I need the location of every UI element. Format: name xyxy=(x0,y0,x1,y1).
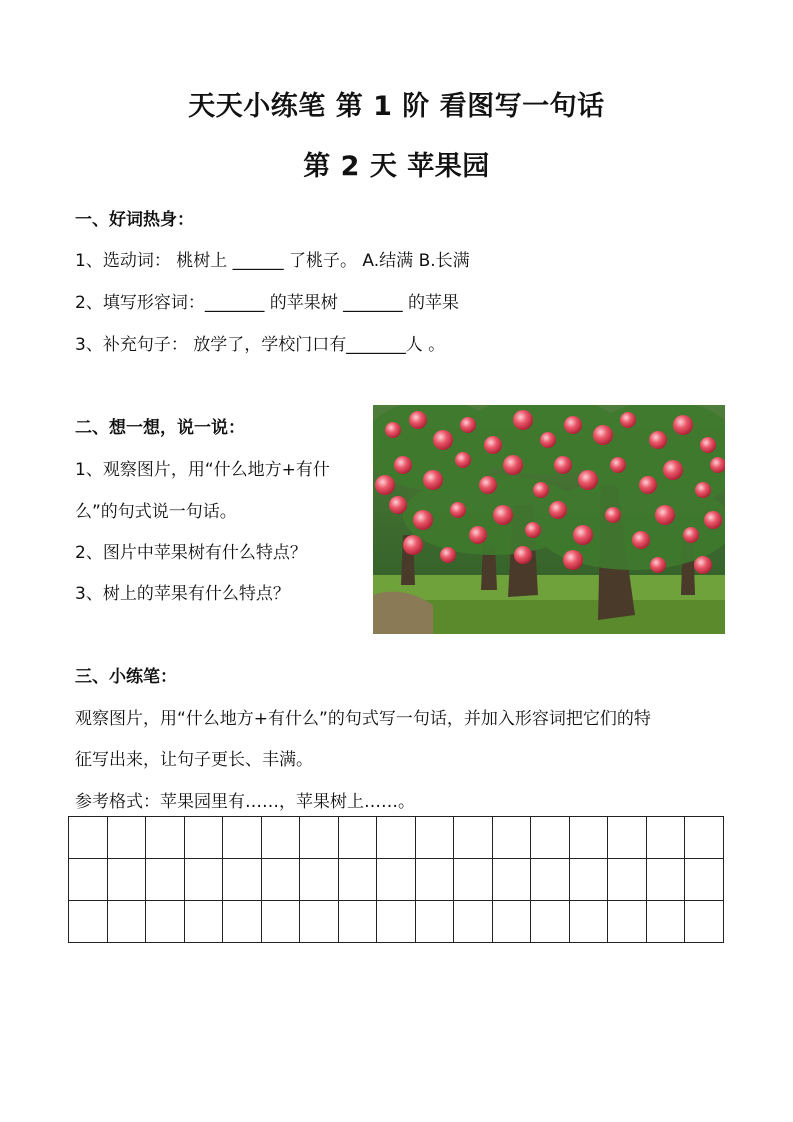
grid-cell[interactable] xyxy=(185,859,224,901)
grid-cell[interactable] xyxy=(570,859,609,901)
grid-cell[interactable] xyxy=(69,901,108,943)
grid-cell[interactable] xyxy=(223,817,262,859)
grid-cell[interactable] xyxy=(416,901,455,943)
section2-heading: 二、想一想，说一说： xyxy=(75,418,245,438)
grid-cell[interactable] xyxy=(377,817,416,859)
page-title: 天天小练笔 第 1 阶 看图写一句话 xyxy=(188,91,605,122)
grid-cell[interactable] xyxy=(262,901,301,943)
grid-cell[interactable] xyxy=(223,859,262,901)
grid-cell[interactable] xyxy=(146,859,185,901)
writing-grid xyxy=(68,816,724,943)
grid-cell[interactable] xyxy=(185,901,224,943)
section2-item-1b: 么”的句式说一句话。 xyxy=(75,502,237,522)
grid-cell[interactable] xyxy=(339,859,378,901)
section1-item-3: 3、补充句子： 放学了，学校门口有_______人 。 xyxy=(75,335,446,355)
grid-cell[interactable] xyxy=(69,817,108,859)
section3-line-1: 观察图片，用“什么地方+有什么”的句式写一句话，并加入形容词把它们的特 xyxy=(75,709,651,729)
grid-cell[interactable] xyxy=(300,817,339,859)
section2-item-3: 3、树上的苹果有什么特点？ xyxy=(75,584,290,604)
grid-cell[interactable] xyxy=(416,859,455,901)
grid-cell[interactable] xyxy=(493,901,532,943)
grid-cell[interactable] xyxy=(454,859,493,901)
grid-cell[interactable] xyxy=(493,859,532,901)
section1-item-1: 1、选动词： 桃树上 ______ 了桃子。 A.结满 B.长满 xyxy=(75,251,470,271)
grid-cell[interactable] xyxy=(493,817,532,859)
grid-cell[interactable] xyxy=(454,901,493,943)
grid-cell[interactable] xyxy=(108,817,147,859)
grid-cell[interactable] xyxy=(647,817,686,859)
grid-cell[interactable] xyxy=(185,817,224,859)
grid-cell[interactable] xyxy=(339,817,378,859)
grid-cell[interactable] xyxy=(608,901,647,943)
grid-cell[interactable] xyxy=(339,901,378,943)
grid-cell[interactable] xyxy=(531,901,570,943)
grid-cell[interactable] xyxy=(108,859,147,901)
grid-cell[interactable] xyxy=(300,901,339,943)
grid-cell[interactable] xyxy=(685,817,724,859)
grid-cell[interactable] xyxy=(377,859,416,901)
grid-cell[interactable] xyxy=(377,901,416,943)
apple-orchard-photo xyxy=(373,405,725,634)
grid-cell[interactable] xyxy=(647,901,686,943)
grid-cell[interactable] xyxy=(454,817,493,859)
grid-cell[interactable] xyxy=(608,817,647,859)
section2-item-2: 2、图片中苹果树有什么特点？ xyxy=(75,543,307,563)
grid-cell[interactable] xyxy=(262,859,301,901)
section1-item-2: 2、填写形容词：_______ 的苹果树 _______ 的苹果 xyxy=(75,293,460,313)
section3-line-2: 征写出来，让句子更长、丰满。 xyxy=(75,750,313,770)
grid-cell[interactable] xyxy=(146,817,185,859)
grid-cell[interactable] xyxy=(531,817,570,859)
grid-cell[interactable] xyxy=(685,859,724,901)
grid-cell[interactable] xyxy=(416,817,455,859)
grid-cell[interactable] xyxy=(262,817,301,859)
page-subtitle: 第 2 天 苹果园 xyxy=(303,151,490,182)
grid-cell[interactable] xyxy=(223,901,262,943)
grid-cell[interactable] xyxy=(69,859,108,901)
grid-cell[interactable] xyxy=(685,901,724,943)
section2-item-1a: 1、观察图片，用“什么地方+有什 xyxy=(75,460,330,480)
grid-cell[interactable] xyxy=(647,859,686,901)
grid-cell[interactable] xyxy=(570,901,609,943)
section3-heading: 三、小练笔： xyxy=(75,667,177,687)
section3-line-3: 参考格式：苹果园里有……，苹果树上……。 xyxy=(75,792,415,812)
grid-cell[interactable] xyxy=(570,817,609,859)
grid-cell[interactable] xyxy=(608,859,647,901)
grid-cell[interactable] xyxy=(108,901,147,943)
grid-cell[interactable] xyxy=(300,859,339,901)
grid-cell[interactable] xyxy=(146,901,185,943)
grid-cell[interactable] xyxy=(531,859,570,901)
section1-heading: 一、好词热身： xyxy=(75,210,194,230)
